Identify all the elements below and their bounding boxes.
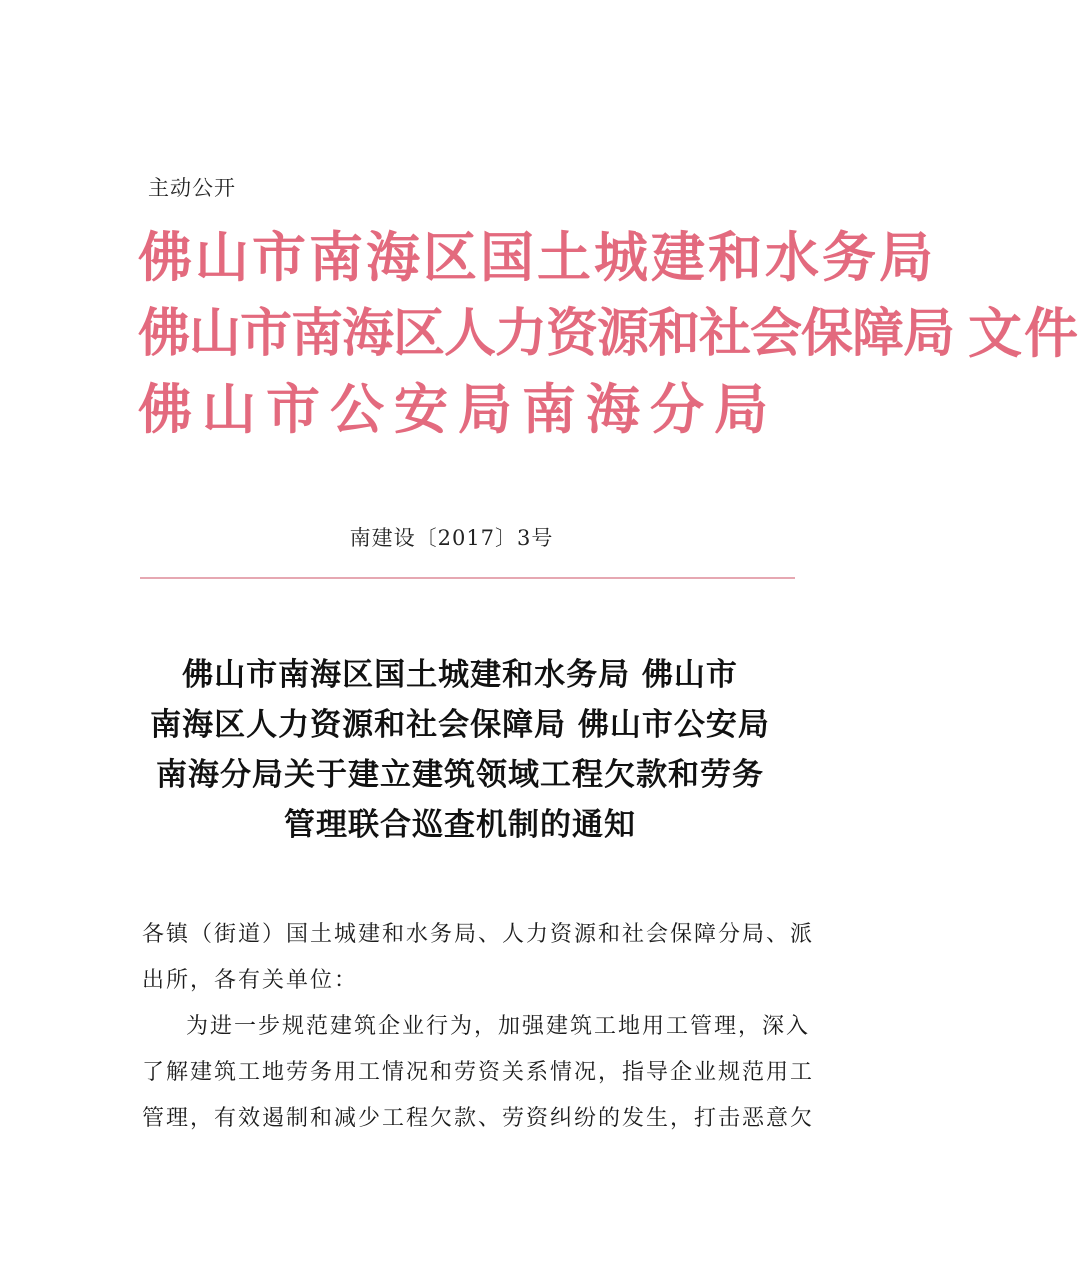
body-line: 出所，各有关单位： — [142, 968, 359, 993]
header-divider — [140, 577, 795, 579]
document-body — [142, 912, 815, 1142]
title-line: 佛山市南海区国土城建和水务局 佛山市 — [182, 657, 738, 693]
document-title — [120, 650, 800, 850]
title-line: 南海区人力资源和社会保障局 佛山市公安局 — [150, 707, 770, 743]
body-line: 管理，有效遏制和减少工程欠款、劳资纠纷的发生，打击恶意欠 — [142, 1106, 815, 1131]
red-header — [138, 220, 1080, 448]
title-line: 管理联合巡查机制的通知 — [284, 807, 636, 843]
body-line: 各镇（街道）国土城建和水务局、人力资源和社会保障分局、派 — [142, 922, 815, 947]
document-number: 南建设〔2017〕3号 — [349, 526, 554, 550]
header-agency-2: 佛山市南海区人力资源和社会保障局 — [138, 304, 955, 364]
disclosure-label: 主动公开 — [148, 176, 236, 200]
header-row-3 — [138, 372, 838, 448]
header-doc-word: 文件 — [968, 302, 1080, 365]
body-line: 了解建筑工地劳务用工情况和劳资关系情况，指导企业规范用工 — [142, 1060, 815, 1085]
header-agency-1: 佛山市南海区国土城建和水务局 — [138, 226, 936, 289]
body-line: 为进一步规范建筑企业行为，加强建筑工地用工管理，深入 — [186, 1014, 811, 1039]
title-line: 南海分局关于建立建筑领域工程欠款和劳务 — [156, 757, 764, 793]
header-row-2 — [138, 296, 1080, 372]
header-agency-3: 佛山市公安局南海分局 — [138, 378, 778, 441]
header-row-1 — [138, 220, 936, 296]
